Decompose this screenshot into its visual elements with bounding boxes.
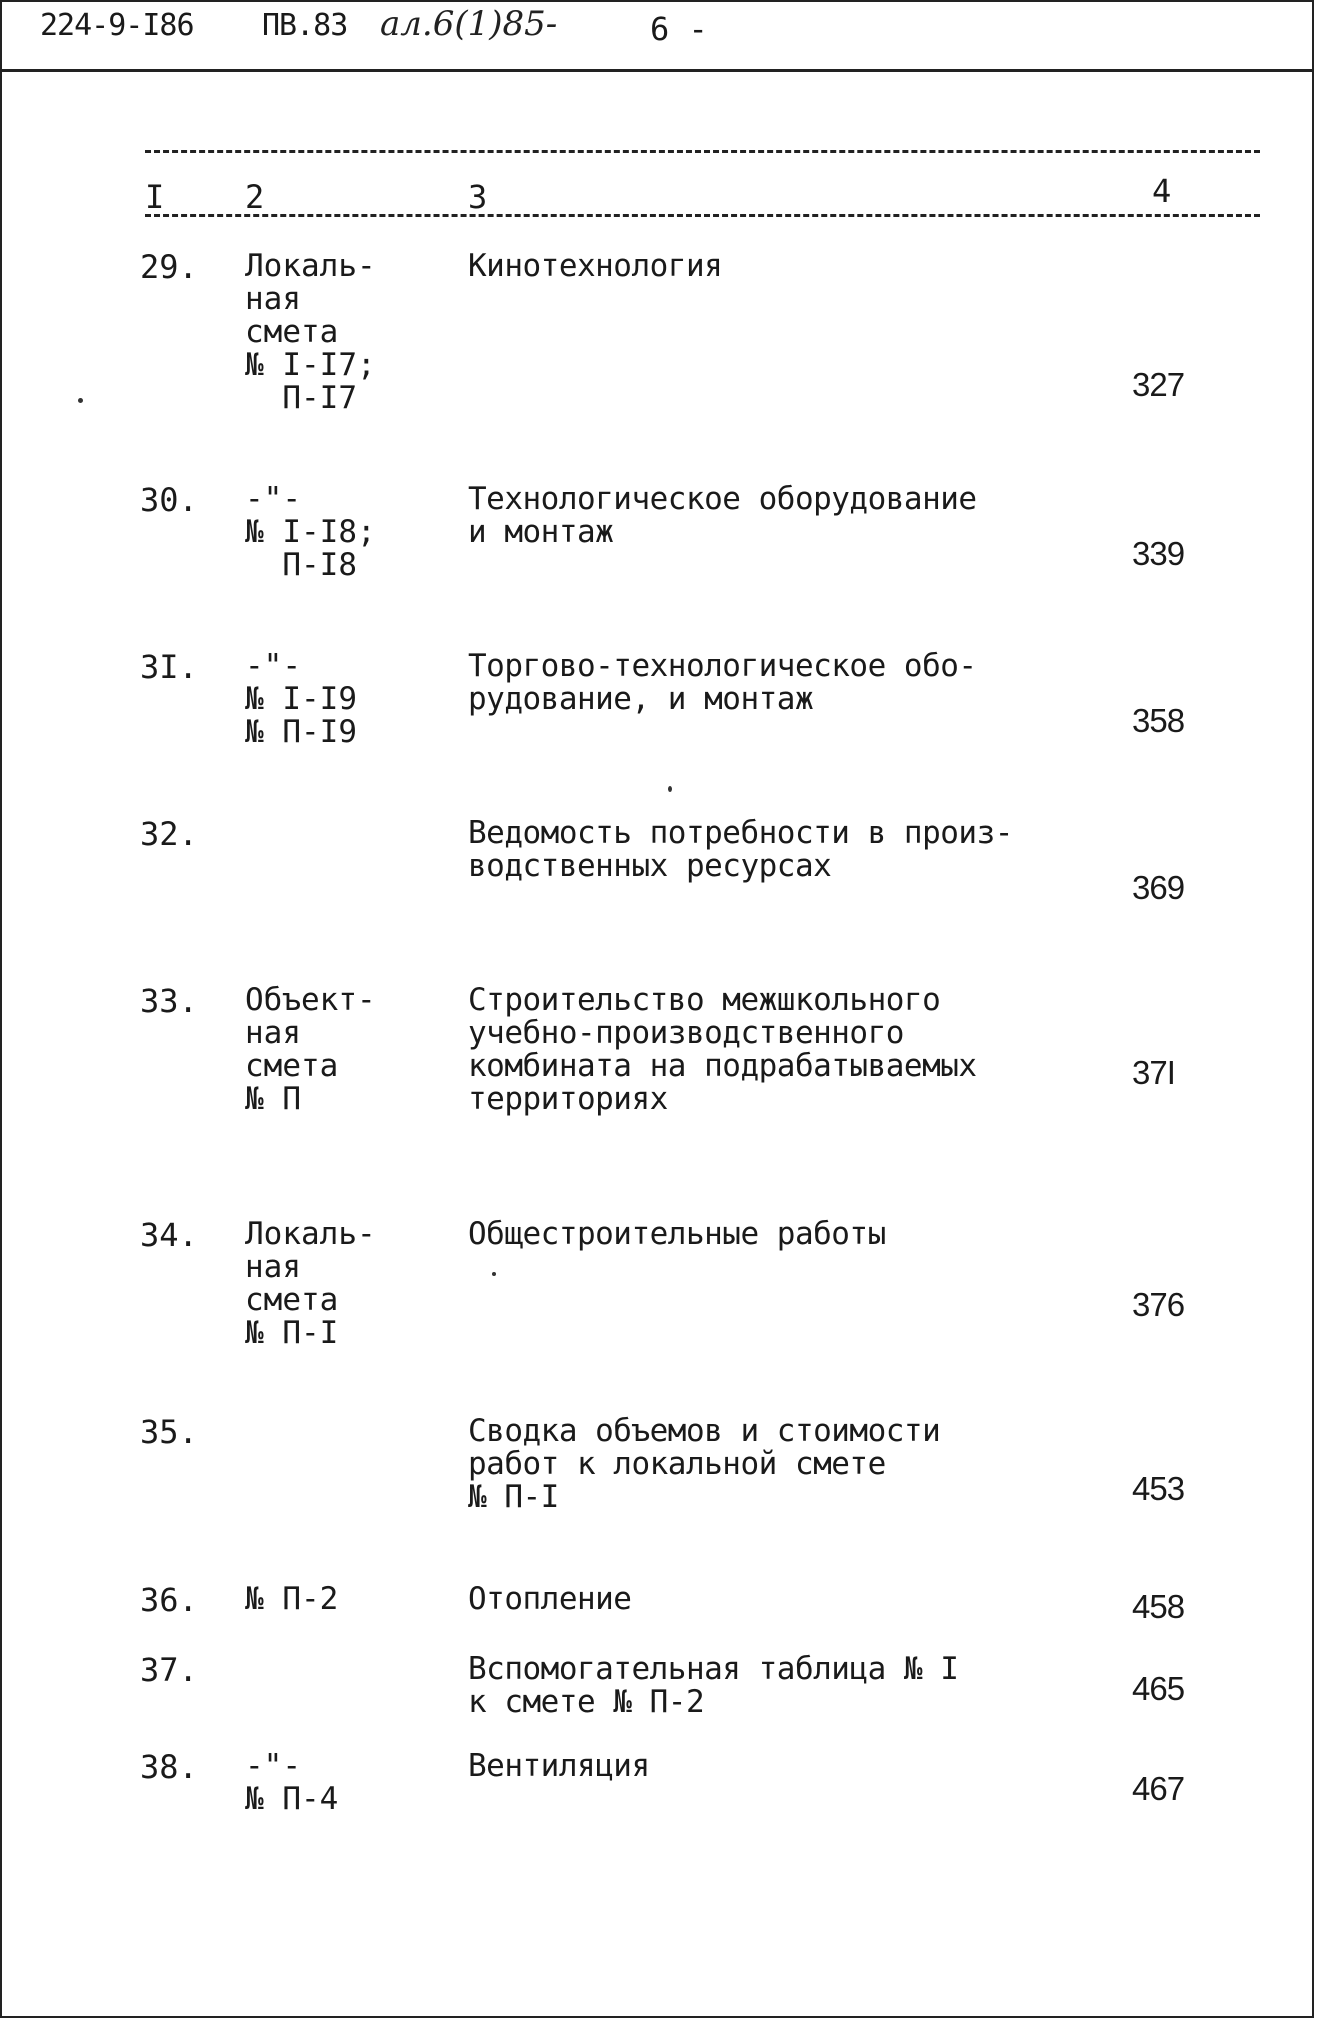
row-title-line: территориях [468, 1081, 668, 1117]
scan-speck [668, 786, 672, 792]
document-series: ПВ.83 [262, 8, 348, 43]
page-number: 6 - [650, 10, 708, 48]
row-estimate-reference-line: № П [245, 1081, 301, 1117]
row-estimate-reference [245, 483, 376, 582]
column-header-1: I [145, 178, 165, 216]
scan-speck [78, 398, 83, 403]
table-header-dashed-rule [145, 214, 1260, 217]
row-title [468, 817, 1013, 883]
row-title [468, 1750, 650, 1783]
row-title [468, 650, 977, 716]
row-estimate-reference-line: -"- [245, 481, 301, 517]
handwritten-annotation: ал.6(1)85- [380, 4, 558, 44]
row-number: 29. [140, 248, 198, 286]
row-title-line: и монтаж [468, 514, 614, 550]
row-page-number: 339 [1132, 535, 1185, 572]
row-page-number: 453 [1132, 1470, 1185, 1507]
row-title-line: Вентиляция [468, 1748, 650, 1784]
row-estimate-reference-line: смета [245, 1048, 339, 1084]
row-estimate-reference-line: П-I8 [245, 547, 357, 583]
row-estimate-reference-line: Локаль- [245, 248, 376, 284]
row-page-number: 327 [1132, 366, 1185, 403]
row-number: 35. [140, 1413, 198, 1451]
row-estimate-reference [245, 984, 376, 1116]
row-estimate-reference [245, 1750, 338, 1816]
row-estimate-reference-line: смета [245, 314, 339, 350]
row-number: 37. [140, 1651, 198, 1689]
column-header-2: 2 [245, 178, 265, 216]
row-title [468, 1653, 958, 1719]
row-title-line: Ведомость потребности в произ- [468, 815, 1013, 851]
row-estimate-reference-line: № I-I8; [245, 514, 376, 550]
row-number: 33. [140, 982, 198, 1020]
row-title-line: Торгово-технологическое обо- [468, 648, 977, 684]
row-estimate-reference-line: № П-4 [245, 1781, 339, 1817]
row-estimate-reference [245, 250, 376, 415]
row-estimate-reference-line: Объект- [245, 982, 376, 1018]
row-estimate-reference-line: ная [245, 1015, 301, 1051]
row-title-line: Сводка объемов и стоимости [468, 1413, 941, 1449]
row-page-number: 376 [1132, 1286, 1185, 1323]
row-estimate-reference-line: № I-I7; [245, 347, 376, 383]
row-page-number: 458 [1132, 1588, 1185, 1625]
row-title-line: Вспомогательная таблица № I [468, 1651, 959, 1687]
column-header-4: 4 [1152, 172, 1172, 210]
row-estimate-reference-line: -"- [245, 648, 301, 684]
row-estimate-reference [245, 1218, 376, 1350]
row-title-line: Общестроительные работы [468, 1216, 886, 1252]
row-estimate-reference-line: П-I7 [245, 380, 357, 416]
row-number: 34. [140, 1216, 198, 1254]
scan-speck [492, 1272, 496, 1276]
row-title-line: работ к локальной смете [468, 1446, 886, 1482]
row-title [468, 1415, 940, 1514]
row-estimate-reference-line: № П-I9 [245, 714, 357, 750]
row-page-number: 467 [1132, 1770, 1185, 1807]
row-title [468, 483, 977, 549]
row-title-line: к смете № П-2 [468, 1684, 705, 1720]
row-estimate-reference-line: № П-2 [245, 1581, 339, 1617]
row-title [468, 1218, 886, 1251]
row-title-line: комбината на подрабатываемых [468, 1048, 977, 1084]
row-page-number: 37I [1132, 1054, 1175, 1091]
row-estimate-reference-line: ная [245, 281, 301, 317]
column-header-3: 3 [468, 178, 488, 216]
row-estimate-reference-line: -"- [245, 1748, 301, 1784]
row-page-number: 358 [1132, 702, 1185, 739]
row-title-line: учебно-производственного [468, 1015, 904, 1051]
row-title-line: Технологическое оборудование [468, 481, 977, 517]
row-title-line: № П-I [468, 1479, 559, 1515]
row-title-line: Отопление [468, 1581, 632, 1617]
row-estimate-reference-line: Локаль- [245, 1216, 376, 1252]
page-header [0, 0, 1314, 72]
row-title [468, 250, 722, 283]
row-number: 3I. [140, 648, 198, 686]
row-title-line: рудование, и монтаж [468, 681, 814, 717]
row-title [468, 984, 977, 1116]
row-page-number: 465 [1132, 1670, 1185, 1707]
row-title [468, 1583, 631, 1616]
row-title-line: Кинотехнология [468, 248, 723, 284]
row-estimate-reference-line: № П-I [245, 1315, 339, 1351]
row-estimate-reference-line: ная [245, 1249, 301, 1285]
row-number: 36. [140, 1581, 198, 1619]
row-estimate-reference [245, 1583, 338, 1616]
row-title-line: водственных ресурсах [468, 848, 832, 884]
row-estimate-reference-line: № I-I9 [245, 681, 357, 717]
row-estimate-reference [245, 650, 357, 749]
row-title-line: Строительство межшкольного [468, 982, 941, 1018]
row-estimate-reference-line: смета [245, 1282, 339, 1318]
document-number: 224-9-I86 [40, 8, 194, 43]
table-top-dashed-rule [145, 150, 1260, 153]
row-number: 38. [140, 1748, 198, 1786]
row-number: 30. [140, 481, 198, 519]
row-number: 32. [140, 815, 198, 853]
row-page-number: 369 [1132, 869, 1185, 906]
